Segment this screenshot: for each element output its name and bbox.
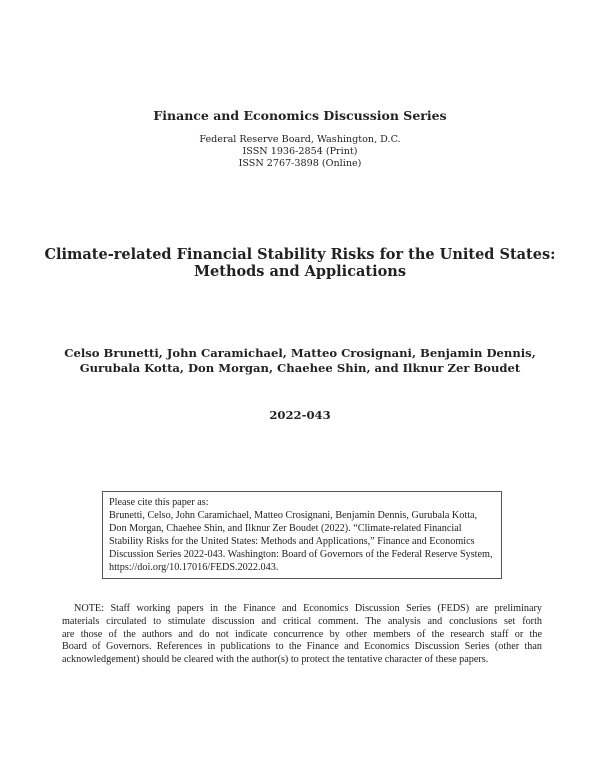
title-line: Climate-related Financial Stability Risks for the United States: [44, 246, 556, 263]
disclaimer-note [62, 603, 542, 667]
title-line: Methods and Applications [193, 263, 406, 280]
issn-online: ISSN 2767-3898 (Online) [238, 158, 362, 169]
citation-line: Don Morgan, Chaehee Shin, and Ilknur Zer Boudet (2022). “Climate-related Financial [109, 523, 462, 534]
note-line: Board of Governors. References in publications to the Finance and Economics Discussion Series (other than [62, 641, 542, 653]
series-name: Finance and Economics Discussion Series [153, 108, 447, 123]
author-line: Gurubala Kotta, Don Morgan, Chaehee Shin, and Ilknur Zer Boudet [79, 361, 521, 375]
citation-line: Brunetti, Celso, John Caramichael, Matteo Crosignani, Benjamin Dennis, Gurubala Kotta, [109, 510, 478, 521]
citation-doi-link[interactable]: https://doi.org/10.17016/FEDS.2022.043. [109, 562, 279, 573]
note-line: acknowledgement) should be cleared with the author(s) to protect the tentative character of these papers. [62, 654, 489, 666]
paper-title [0, 246, 600, 280]
note-line: materials circulated to stimulate discussion and critical comment. The analysis and conclusions set forth [62, 615, 542, 627]
issn-print: ISSN 1936-2854 (Print) [242, 146, 358, 157]
citation-line: Discussion Series 2022-043. Washington: Board of Governors of the Federal Reserve System, [109, 549, 493, 560]
citation-line: Please cite this paper as: [109, 497, 209, 508]
authors [0, 346, 600, 376]
citation-box [102, 491, 502, 579]
citation-line: Stability Risks for the United States: Methods and Applications,” Finance and Economics [109, 536, 475, 547]
publisher: Federal Reserve Board, Washington, D.C. [199, 134, 401, 145]
note-line: are those of the authors and do not indicate concurrence by other members of the research staff or the [62, 628, 542, 640]
note-line: NOTE: Staff working papers in the Finance and Economics Discussion Series (FEDS) are preliminary [74, 603, 542, 614]
author-line: Celso Brunetti, John Caramichael, Matteo Crosignani, Benjamin Dennis, [64, 346, 536, 360]
paper-number: 2022-043 [269, 408, 331, 422]
